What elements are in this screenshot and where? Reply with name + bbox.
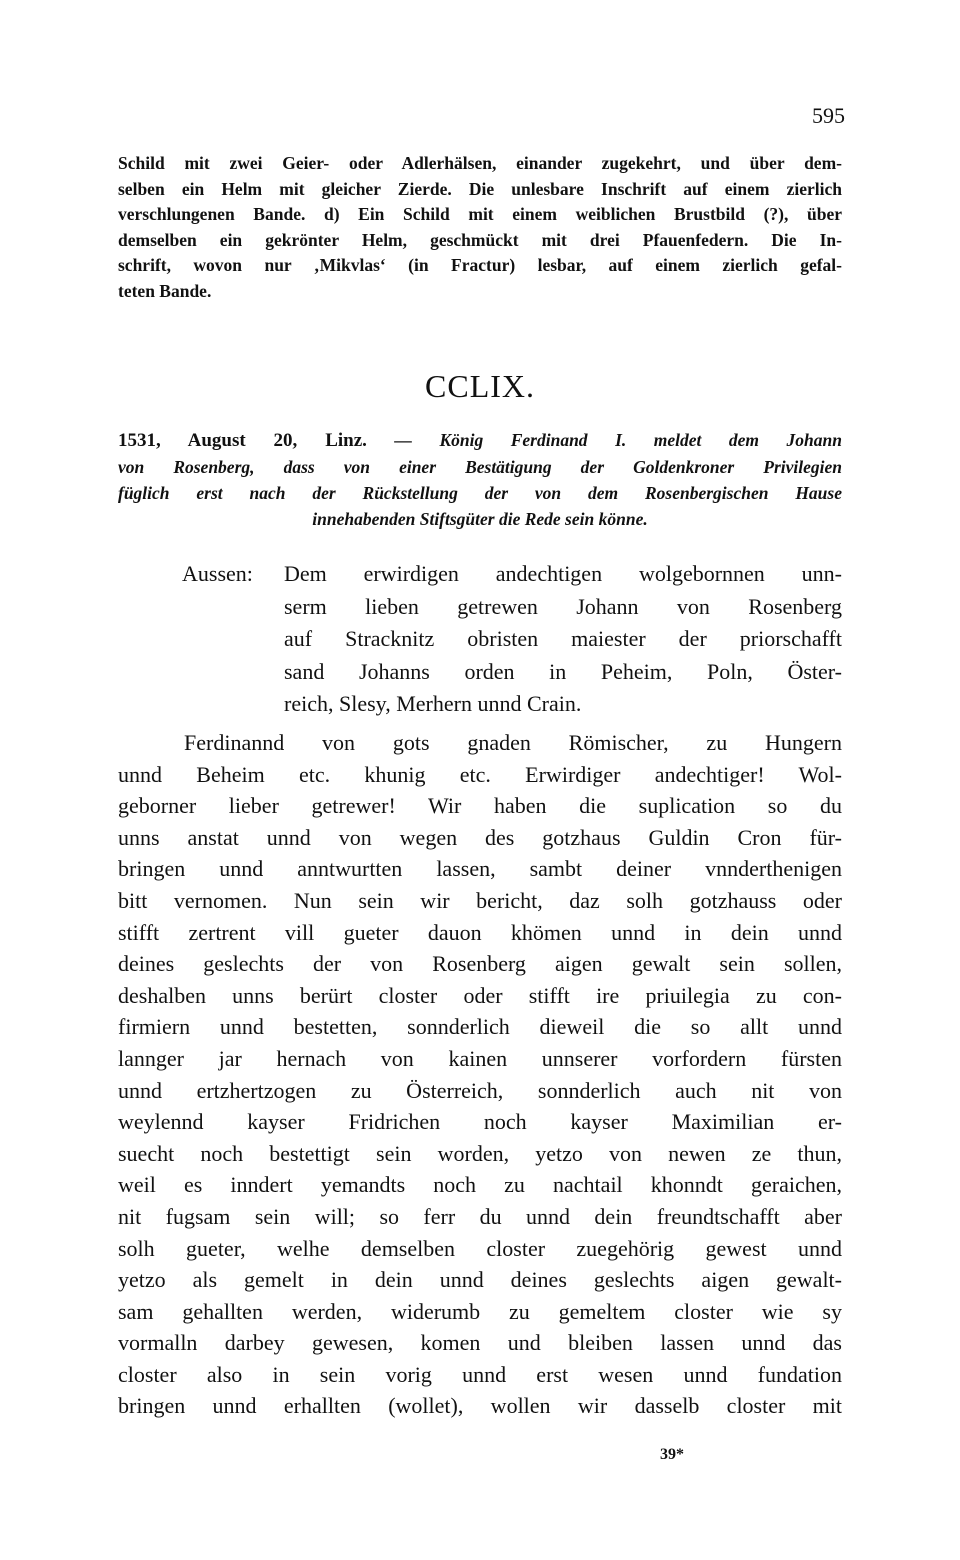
footnote-line: selben ein Helm mit gleicher Zierde. Die unlesbare Inschrift auf einem zierlich	[118, 178, 842, 199]
document-date: 1531, August 20, Linz.	[118, 430, 367, 451]
document-number-heading: CCLIX.	[425, 368, 535, 404]
address-text	[284, 558, 842, 721]
address-line: sand Johanns orden in Peheim, Poln, Öster-	[284, 658, 842, 684]
body-line: deines geslechts der von Rosenberg aigen gewalt sein sollen,	[118, 951, 842, 977]
body-line: weylennd kayser Fridrichen noch kayser Maximilian er-	[118, 1109, 842, 1135]
footnote-line: demselben ein gekrönter Helm, geschmückt mit drei Pfauenfedern. Die In-	[118, 229, 842, 250]
address-line: reich, Slesy, Merhern unnd Crain.	[284, 691, 582, 716]
regest-line: füglich erst nach der Rückstellung der von dem Rosenbergischen Hause	[118, 483, 842, 503]
body-line: yetzo als gemelt in dein unnd deines geslechts aigen gewalt-	[118, 1267, 842, 1293]
body-line: stifft zertrent vill gueter dauon khömen unnd in dein unnd	[118, 919, 842, 945]
body-line: solh gueter, welhe demselben closter zuegehörig gewest unnd	[118, 1235, 842, 1261]
body-line: sam gehallten werden, widerumb zu gemeltem closter wie sy	[118, 1298, 842, 1324]
regest-first-line	[118, 427, 842, 454]
body-line: weil es inndert yemandts noch zu nachtail khonndt geraichen,	[118, 1172, 842, 1198]
body-line: unns anstat unnd von wegen des gotzhaus Guldin Cron für-	[118, 824, 842, 850]
body-line: closter also in sein vorig unnd erst wesen unnd fundation	[118, 1361, 842, 1387]
body-line: unnd Beheim etc. khunig etc. Erwirdiger andechtiger! Wol-	[118, 761, 842, 787]
footnote-continuation	[118, 151, 842, 304]
printer-signature-mark: 39*	[660, 1446, 684, 1463]
body-line: bringen unnd anntwurtten lassen, sambt deiner vnnderthenigen	[118, 856, 842, 882]
body-line: unnd ertzhertzogen zu Österreich, sonnderlich auch nit von	[118, 1077, 842, 1103]
address-line: Dem erwirdigen andechtigen wolgebornnen unn-	[284, 561, 842, 586]
body-line: geborner lieber getrewer! Wir haben die suplication so du	[118, 793, 842, 819]
document-regest	[118, 427, 842, 532]
address-line: auf Stracknitz obristen maiester der priorschafft	[284, 626, 842, 651]
body-line: vormalln darbey gewesen, komen und bleiben lassen unnd das	[118, 1330, 842, 1356]
body-line: nit fugsam sein will; so ferr du unnd dein freundtschafft aber	[118, 1203, 842, 1229]
body-line: bringen unnd erhallten (wollet), wollen wir dasselb closter mit	[118, 1393, 842, 1419]
letter-body	[118, 727, 842, 1422]
footnote-line: schrift, wovon nur ‚Mikvlas‘ (in Fractur) lesbar, auf einem zierlich gefal-	[118, 255, 842, 275]
footnote-line: verschlungenen Bande. d) Ein Schild mit einem weiblichen Brustbild (?), über	[118, 204, 842, 224]
page-number: 595	[812, 103, 845, 128]
address-label: Aussen:	[182, 561, 253, 586]
regest-line: innehabenden Stiftsgüter die Rede sein könne.	[312, 509, 648, 529]
body-line: suecht noch bestettigt sein worden, yetzo von newen ze thun,	[118, 1140, 842, 1166]
body-line: deshalben unns berürt closter oder stifft ire priuilegia zu con-	[118, 982, 842, 1008]
footnote-line: teten Bande.	[118, 280, 212, 301]
body-line: firmiern unnd bestetten, sonnderlich dieweil die so allt unnd	[118, 1014, 842, 1040]
body-line: bitt vernomen. Nun sein wir bericht, daz solh gotzhauss oder	[118, 887, 842, 913]
regest-line: von Rosenberg, dass von einer Bestätigung der Goldenkroner Privilegien	[118, 457, 842, 477]
regest-line: — König Ferdinand I. meldet dem Johann	[394, 430, 842, 450]
body-line: Ferdinannd von gots gnaden Römischer, zu Hungern	[184, 730, 842, 755]
address-line: serm lieben getrewen Johann von Rosenberg	[284, 593, 842, 619]
footnote-line: Schild mit zwei Geier- oder Adlerhälsen, einander zugekehrt, und über dem-	[118, 153, 842, 173]
body-line: lannger jar hernach von kainen unnserer vorfordern fürsten	[118, 1045, 842, 1071]
